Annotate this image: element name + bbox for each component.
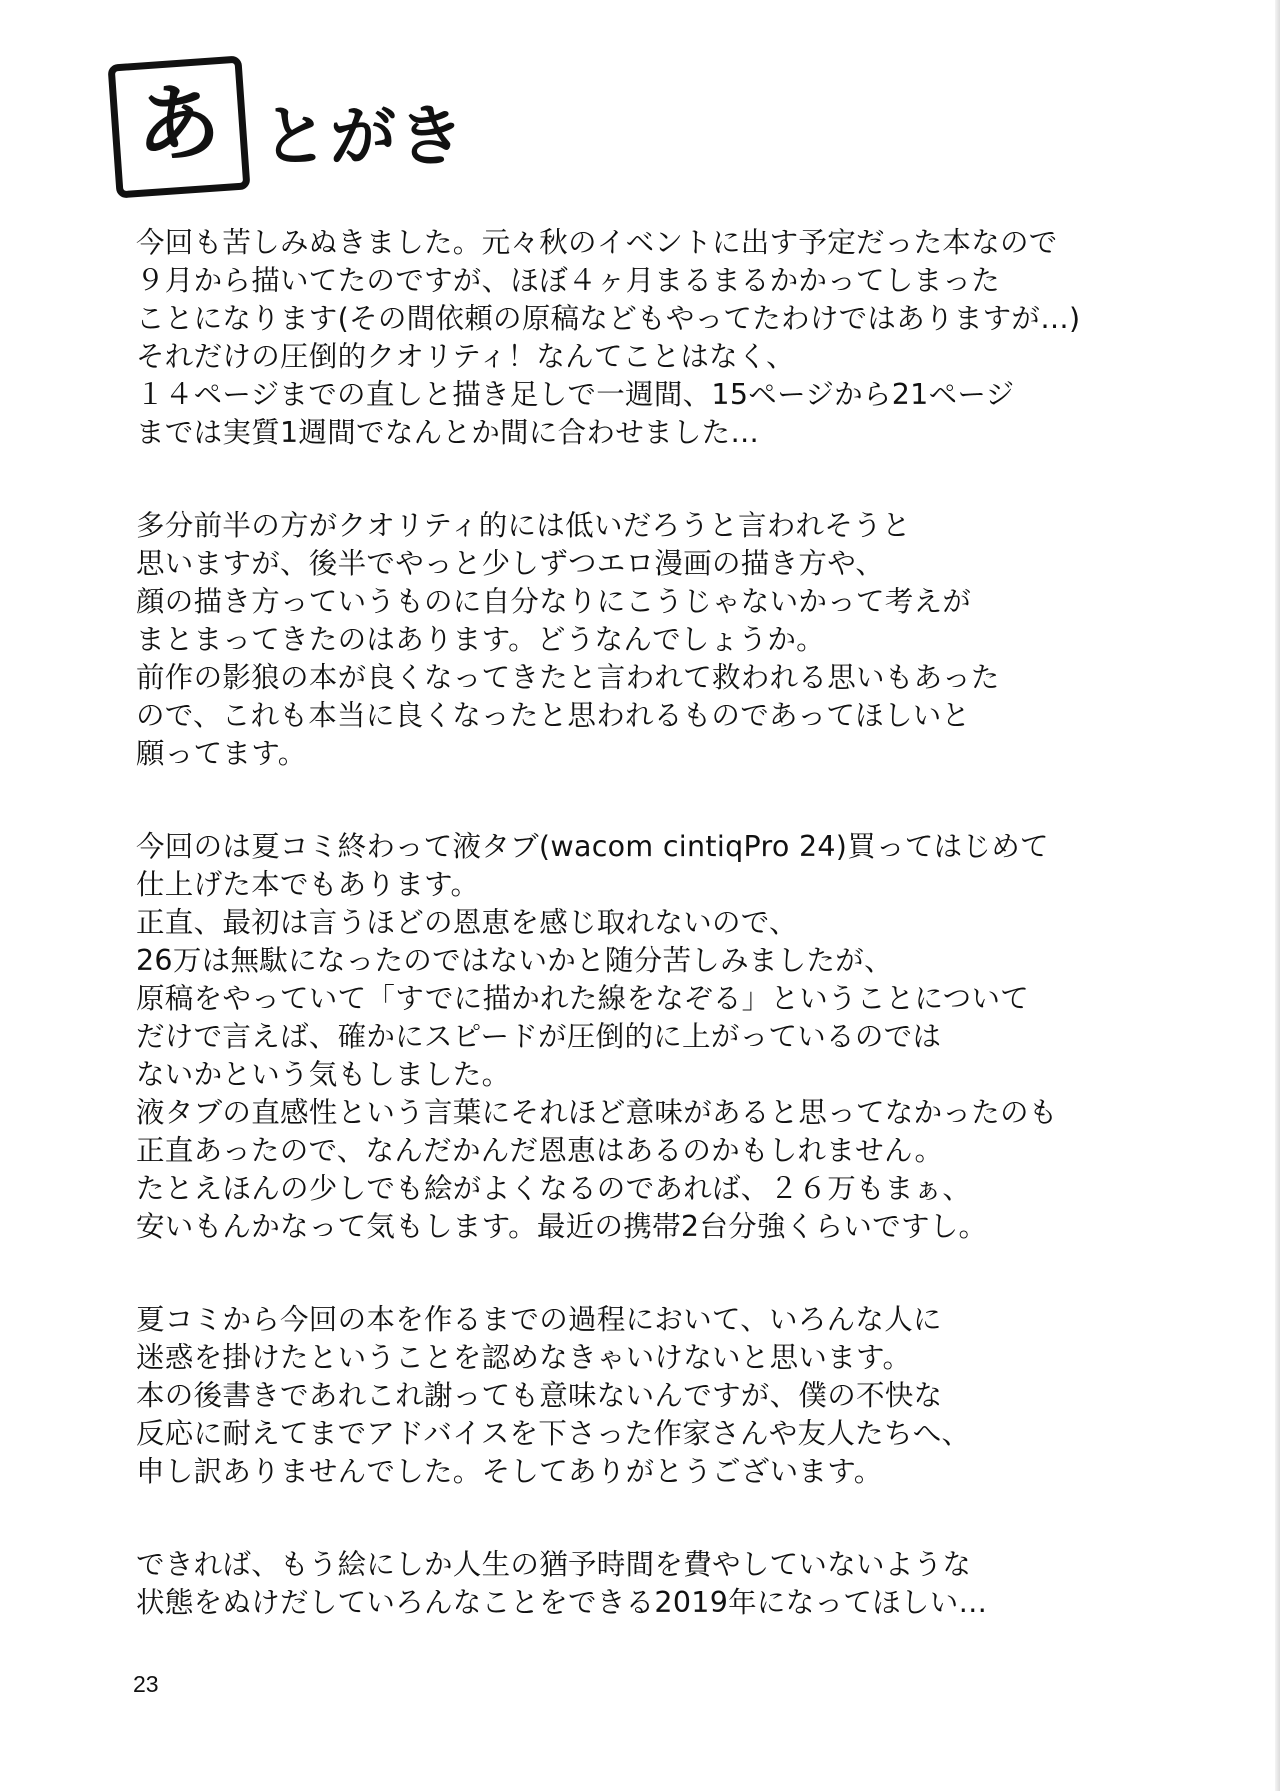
text-line: 今回も苦しみぬきました。元々秋のイベントに出す予定だった本なので (136, 226, 1058, 259)
text-line: 今回のは夏コミ終わって液タブ(wacom cintiqPro 24)買ってはじめて (136, 830, 1049, 863)
text-line: ９月から描いてたのですが、ほぼ４ヶ月まるまるかかってしまった (136, 264, 1001, 297)
text-line: 仕上げた本でもあります。 (136, 868, 480, 901)
text-line: 夏コミから今回の本を作るまでの過程において、いろんな人に (136, 1303, 942, 1336)
text-line: 安いもんかなって気もします。最近の携帯2台分強くらいですし。 (136, 1210, 988, 1243)
afterword-body (136, 224, 1246, 1677)
paragraph-2 (136, 507, 1246, 773)
text-line: までは実質1週間でなんとか間に合わせました… (136, 416, 760, 449)
text-line: 26万は無駄になったのではないかと随分苦しみましたが、 (136, 944, 893, 977)
paragraph-4 (136, 1301, 1246, 1491)
text-line: たとえほんの少しでも絵がよくなるのであれば、２６万もまぁ、 (136, 1172, 972, 1205)
paragraph-5 (136, 1546, 1246, 1622)
heading-boxed-char-frame (107, 55, 250, 198)
text-line: それだけの圧倒的クオリティ！なんてことはなく、 (136, 340, 795, 373)
text-line: 願ってます。 (136, 737, 307, 770)
text-line: ので、これも本当に良くなったと思われるものであってほしいと (136, 699, 971, 732)
text-line: 液タブの直感性という言葉にそれほど意味があると思ってなかったのも (136, 1096, 1058, 1129)
text-line: 前作の影狼の本が良くなってきたと言われて救われる思いもあった (136, 661, 1000, 694)
text-line: 本の後書きであれこれ謝っても意味ないんですが、僕の不快な (136, 1379, 943, 1412)
text-line: 思いますが、後半でやっと少しずつエロ漫画の描き方や、 (136, 547, 885, 580)
text-line: 多分前半の方がクオリティ的には低いだろうと言われそうと (136, 509, 911, 542)
text-line: 正直あったので、なんだかんだ恩恵はあるのかもしれません。 (136, 1134, 944, 1167)
text-line: 迷惑を掛けたということを認めなきゃいけないと思います。 (136, 1341, 912, 1374)
paragraph-1 (136, 224, 1246, 452)
text-line: ことになります(その間依頼の原稿などもやってたわけではありますが…) (136, 302, 1081, 335)
text-line: だけで言えば、確かにスピードが圧倒的に上がっているのでは (136, 1020, 942, 1053)
paragraph-3 (136, 828, 1246, 1246)
heading-boxed-char: あ (136, 75, 221, 174)
text-line: 反応に耐えてまでアドバイスを下さった作家さんや友人たちへ、 (136, 1417, 971, 1450)
page-number: 23 (133, 1671, 159, 1697)
text-line: できれば、もう絵にしか人生の猶予時間を費やしていないような (136, 1548, 972, 1581)
text-line: 原稿をやっていて「すでに描かれた線をなぞる」ということについて (136, 982, 1030, 1015)
text-line: まとまってきたのはあります。どうなんでしょうか。 (136, 623, 825, 656)
text-line: 顔の描き方っていうものに自分なりにこうじゃないかって考えが (136, 585, 972, 618)
page-edge-shadow (1275, 0, 1280, 1791)
text-line: 正直、最初は言うほどの恩恵を感じ取れないので、 (136, 906, 798, 939)
heading-rest: とがき (262, 98, 466, 175)
text-line: ないかという気もしました。 (136, 1058, 511, 1091)
text-line: 状態をぬけだしていろんなことをできる2019年になってほしい… (136, 1586, 988, 1619)
text-line: １４ページまでの直しと描き足しで一週間、15ページから21ページ (136, 378, 1015, 411)
text-line: 申し訳ありませんでした。そしてありがとうございます。 (136, 1455, 883, 1488)
